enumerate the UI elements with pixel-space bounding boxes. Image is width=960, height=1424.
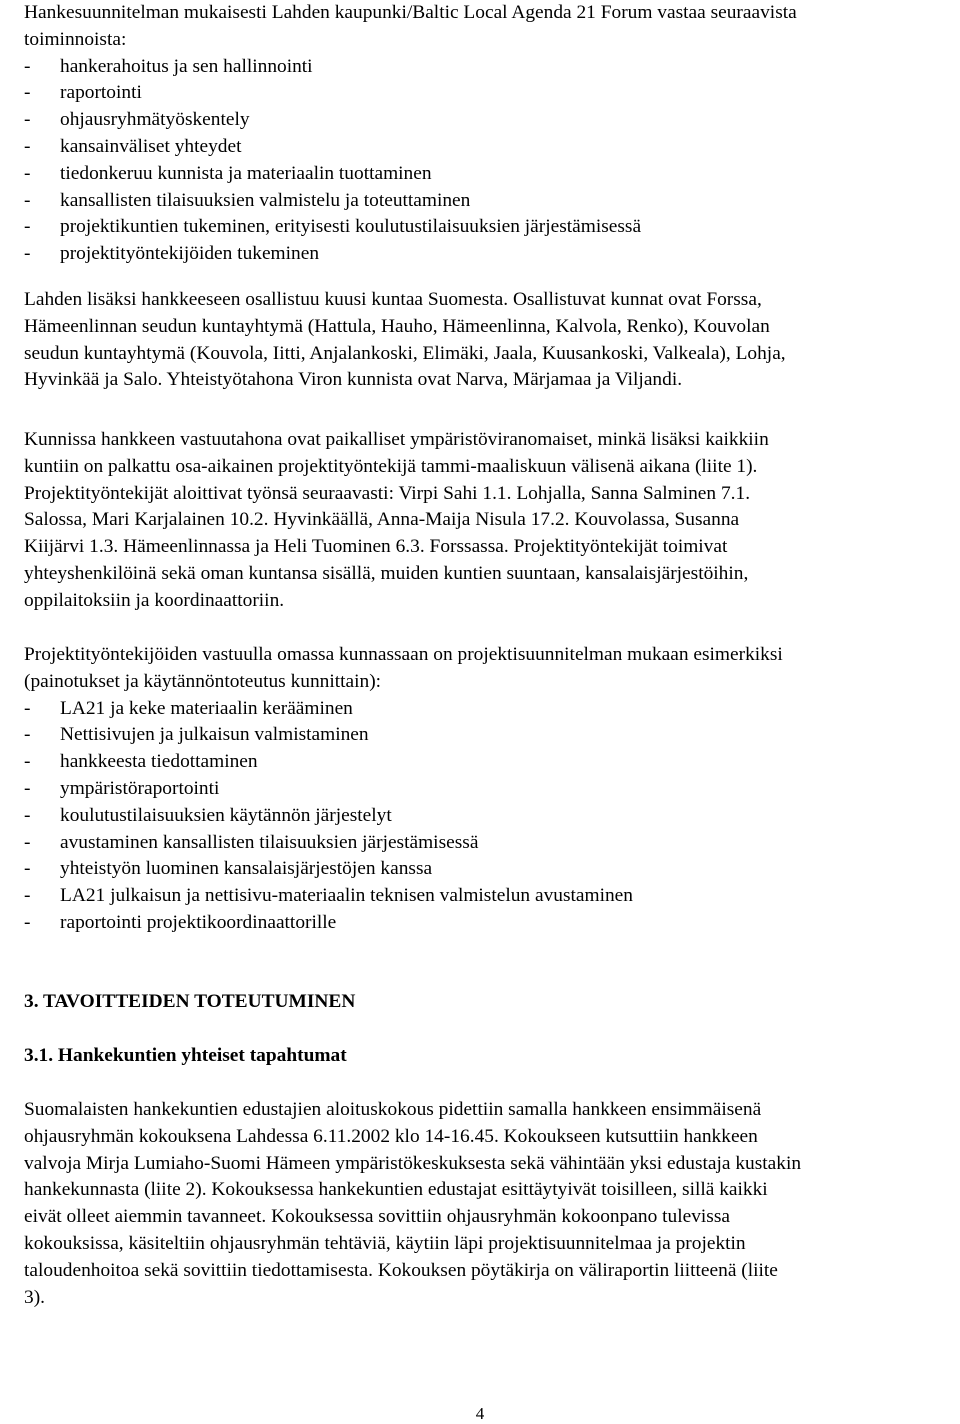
list-item: - raportointi [24,82,142,104]
list-item: - projektikuntien tukeminen, erityisesti koulutustilaisuuksien järjestämisessä [24,216,642,238]
paragraph-line: Kunnissa hankkeen vastuutahona ovat paikalliset ympäristöviranomaiset, minkä lisäksi kaikkiin [24,429,769,450]
paragraph-line: ohjausryhmän kokouksena Lahdessa 6.11.2002 klo 14-16.45. Kokoukseen kutsuttiin hankkeen [24,1125,758,1147]
paragraph-line: seudun kuntayhtymä (Kouvola, Iitti, Anjalankoski, Elimäki, Jaala, Kuusankoski, Valkeala), Lohja, [24,342,786,364]
paragraph-line: yhteyshenkilöinä sekä oman kuntansa sisällä, muiden kuntien suuntaan, kansalaisjärjestöihin, [24,562,749,584]
list-item: - kansallisten tilaisuuksien valmistelu ja toteuttaminen [24,189,471,211]
list-item: - avustaminen kansallisten tilaisuuksien järjestämisessä [24,831,479,853]
municipalities-paragraph [24,287,960,394]
paragraph-line: (painotukset ja käytännöntoteutus kunnittain): [24,670,382,692]
list-item: - LA21 julkaisun ja nettisivu-materiaalin teknisen valmistelun avustaminen [24,885,633,907]
intro-line: Hankesuunnitelman mukaisesti Lahden kaupunki/Baltic Local Agenda 21 Forum vastaa seuraavista [24,2,797,23]
list-item: - raportointi projektikoordinaattorille [24,911,337,933]
paragraph-line: Salossa, Mari Karjalainen 10.2. Hyvinkäällä, Anna-Maija Nisula 17.2. Kouvolassa, Susanna [24,509,740,531]
list-item: - hankerahoitus ja sen hallinnointi [24,55,313,77]
paragraph-line: Kiijärvi 1.3. Hämeenlinnassa ja Heli Tuominen 6.3. Forssassa. Projektityöntekijät toimivat [24,536,728,558]
list-item: - Nettisivujen ja julkaisun valmistaminen [24,724,369,746]
paragraph-line: kokouksissa, käsiteltiin ohjausryhmän tehtäviä, käytiin läpi projektisuunnitelmaa ja projektin [24,1232,746,1254]
intro-section [24,0,960,268]
list-item: - ympäristöraportointi [24,777,220,799]
paragraph-line: taloudenhoitoa sekä sovittiin tiedottamisesta. Kokouksen pöytäkirja on väliraportin liitteenä (liite [24,1259,778,1281]
paragraph-line: 3). [24,1286,46,1308]
list-item: - ohjausryhmätyöskentely [24,109,250,131]
list-item: - hankkeesta tiedottaminen [24,751,258,773]
section-heading: 3. TAVOITTEIDEN TOTEUTUMINEN [24,991,356,1012]
paragraph-line: eivät olleet aiemmin tavanneet. Kokouksessa sovittiin ohjausryhmän kokoonpano tulevissa [24,1206,730,1228]
section-paragraph [24,1097,960,1311]
paragraph-line: Projektityöntekijät aloittivat työnsä seuraavasti: Virpi Sahi 1.1. Lohjalla, Sanna Salminen 7.1. [24,482,751,504]
paragraph-line: Hyvinkää ja Salo. Yhteistyötahona Viron kunnista ovat Narva, Märjamaa ja Viljandi. [24,369,683,391]
list-item: - yhteistyön luominen kansalaisjärjestöjen kanssa [24,858,433,880]
paragraph-line: Projektityöntekijöiden vastuulla omassa kunnassaan on projektisuunnitelman mukaan esimerkiksi [24,644,783,665]
list-item: - projektityöntekijöiden tukeminen [24,243,320,265]
paragraph-line: valvoja Mirja Lumiaho-Suomi Hämeen ympäristökeskuksesta sekä vähintään yksi edustaja kustakin [24,1152,802,1174]
responsibility-paragraph [24,427,960,615]
list-item: - koulutustilaisuuksien käytännön järjestelyt [24,804,392,826]
paragraph-line: kuntiin on palkattu osa-aikainen projektityöntekijä tammi-maaliskuun välisenä aikana (liite 1). [24,455,758,477]
section-subheading: 3.1. Hankekuntien yhteiset tapahtumat [24,1045,347,1066]
paragraph-line: hankekunnasta (liite 2). Kokouksessa hankekuntien edustajat esittäytyivät toisilleen, sillä kaikki [24,1179,768,1201]
paragraph-line: Hämeenlinnan seudun kuntayhtymä (Hattula, Hauho, Hämeenlinna, Kalvola, Renko), Kouvolan [24,315,770,337]
list-item: - LA21 ja keke materiaalin kerääminen [24,697,353,719]
intro-line: toiminnoista: [24,28,127,50]
duties-section [24,642,960,937]
paragraph-line: oppilaitoksiin ja koordinaattoriin. [24,589,285,611]
list-item: - tiedonkeruu kunnista ja materiaalin tuottaminen [24,162,432,184]
list-item: - kansainväliset yhteydet [24,135,242,157]
page-number: 4 [475,1404,485,1423]
paragraph-line: Lahden lisäksi hankkeeseen osallistuu kuusi kuntaa Suomesta. Osallistuvat kunnat ovat Forssa, [24,289,762,310]
paragraph-line: Suomalaisten hankekuntien edustajien aloituskokous pidettiin samalla hankkeen ensimmäisenä [24,1099,762,1120]
